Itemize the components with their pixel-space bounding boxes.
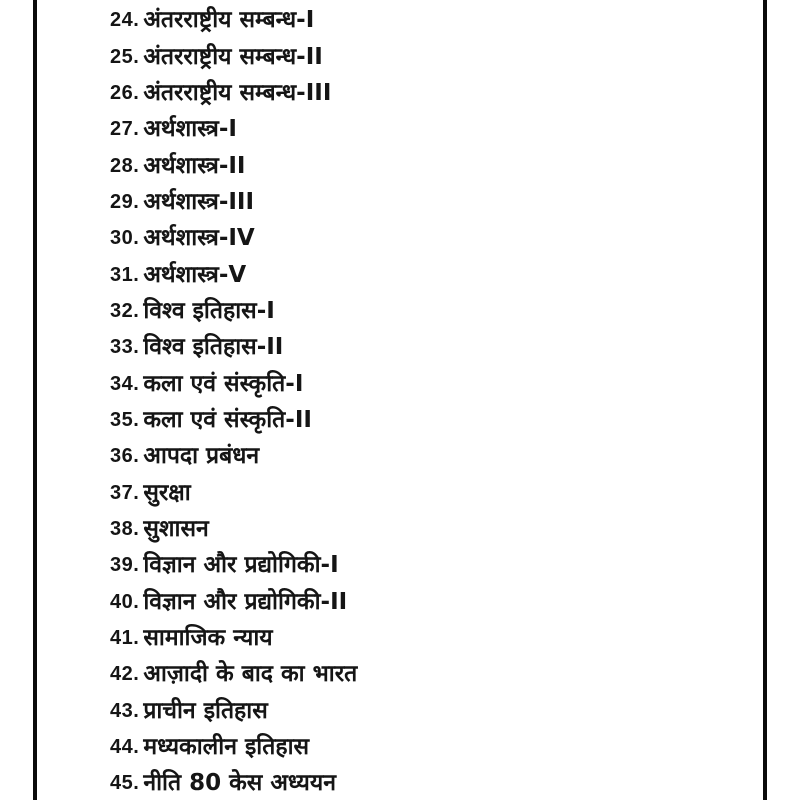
item-number: 35. [110, 408, 140, 431]
item-text: सामाजिक न्याय [143, 625, 273, 652]
item-number: 28. [110, 154, 140, 177]
list-item [110, 256, 357, 292]
item-text: अर्थशास्त्र-III [143, 188, 255, 215]
list-item [110, 729, 357, 765]
list-item [110, 75, 357, 111]
item-number: 31. [110, 263, 140, 286]
item-number: 29. [110, 190, 140, 213]
left-border-line [33, 0, 37, 800]
item-text: अंतरराष्ट्रीय सम्बन्ध-III [143, 79, 332, 106]
item-number: 43. [110, 699, 140, 722]
item-text: मध्यकालीन इतिहास [143, 734, 310, 761]
item-text: अंतरराष्ट्रीय सम्बन्ध-II [143, 43, 323, 70]
item-text: नीति 80 केस अध्ययन [143, 770, 337, 797]
item-number: 34. [110, 372, 140, 395]
item-number: 26. [110, 81, 140, 104]
list-item [110, 365, 357, 401]
item-number: 39. [110, 554, 140, 577]
item-text: कला एवं संस्कृति-II [143, 406, 312, 433]
item-text: सुरक्षा [143, 479, 191, 506]
list-item [110, 329, 357, 365]
item-number: 40. [110, 590, 140, 613]
list-item [110, 147, 357, 183]
list-item [110, 438, 357, 474]
item-text: विश्व इतिहास-I [143, 297, 275, 324]
list-item [110, 293, 357, 329]
item-number: 25. [110, 45, 140, 68]
item-text: अर्थशास्त्र-V [143, 261, 247, 288]
item-text: आज़ादी के बाद का भारत [143, 661, 358, 688]
item-text: विज्ञान और प्रद्योगिकी-II [143, 588, 348, 615]
right-border-line [763, 0, 767, 800]
item-text: विज्ञान और प्रद्योगिकी-I [143, 552, 339, 579]
item-number: 36. [110, 445, 140, 468]
item-text: कला एवं संस्कृति-I [143, 370, 304, 397]
item-text: विश्व इतिहास-II [143, 334, 284, 361]
item-text: अर्थशास्त्र-I [143, 116, 237, 143]
item-text: अर्थशास्त्र-IV [143, 225, 255, 252]
list-item [110, 2, 357, 38]
item-text: अर्थशास्त्र-II [143, 152, 246, 179]
list-item [110, 184, 357, 220]
list-item [110, 547, 357, 583]
item-text: सुशासन [143, 515, 209, 542]
item-number: 37. [110, 481, 140, 504]
list-item [110, 620, 357, 656]
item-number: 30. [110, 227, 140, 250]
list-item [110, 474, 357, 510]
list-item [110, 111, 357, 147]
list-item [110, 765, 357, 801]
list-item [110, 38, 357, 74]
item-text: प्राचीन इतिहास [143, 697, 268, 724]
list-item [110, 511, 357, 547]
item-number: 27. [110, 118, 140, 141]
item-number: 45. [110, 772, 140, 795]
item-number: 33. [110, 336, 140, 359]
list-item [110, 402, 357, 438]
item-number: 24. [110, 9, 140, 32]
item-number: 41. [110, 627, 140, 650]
item-text: आपदा प्रबंधन [143, 443, 260, 470]
subject-list [110, 2, 357, 802]
list-item [110, 656, 357, 692]
item-number: 38. [110, 517, 140, 540]
item-number: 32. [110, 299, 140, 322]
item-text: अंतरराष्ट्रीय सम्बन्ध-I [143, 7, 315, 34]
list-item [110, 693, 357, 729]
item-number: 44. [110, 736, 140, 759]
item-number: 42. [110, 663, 140, 686]
list-item [110, 584, 357, 620]
list-item [110, 220, 357, 256]
